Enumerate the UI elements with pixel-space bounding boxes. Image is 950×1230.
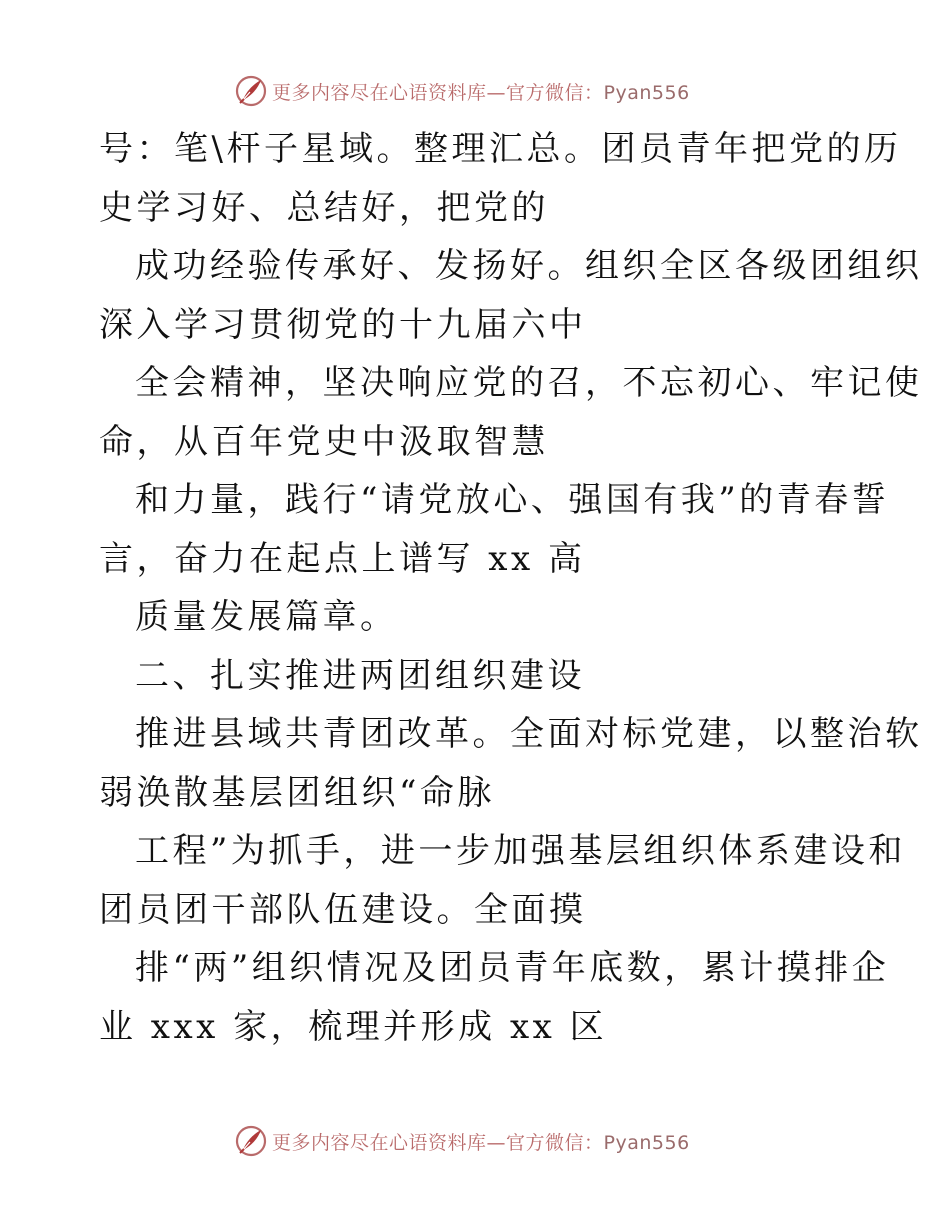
section-heading: 二、扎实推进两团组织建设 xyxy=(135,655,585,696)
header-watermark xyxy=(234,74,690,108)
text-line: 推进县域共青团改革。全面对标党建，以整治软 xyxy=(135,714,923,754)
text-line: 史学习好、总结好，把党的 xyxy=(99,187,549,228)
watermark-text: 更多内容尽在心语资料库—官方微信：Pyan556 xyxy=(272,1131,690,1154)
text-line: 排“两”组织情况及团员青年底数，累计摸排企 xyxy=(135,948,890,988)
text-line: 团员团干部队伍建设。全面摸 xyxy=(99,889,587,930)
watermark-text: 更多内容尽在心语资料库—官方微信：Pyan556 xyxy=(272,81,690,104)
text-line: 号：笔\杆子星域。整理汇总。团员青年把党的历 xyxy=(99,129,902,169)
text-line: 质量发展篇章。 xyxy=(135,597,398,637)
text-line: 全会精神，坚决响应党的召，不忘初心、牢记使 xyxy=(135,363,923,403)
text-line: 成功经验传承好、发扬好。组织全区各级团组织 xyxy=(135,246,923,286)
text-line: 深入学习贯彻党的十九届六中 xyxy=(99,304,587,345)
text-line: 和力量，践行“请党放心、强国有我”的青春誓 xyxy=(135,480,890,520)
text-line: 弱涣散基层团组织“命脉 xyxy=(99,772,495,813)
text-line: 工程”为抓手，进一步加强基层组织体系建设和 xyxy=(135,831,906,871)
feather-pen-logo-icon xyxy=(234,1124,268,1158)
text-line: 业 xxx 家，梳理并形成 xx 区 xyxy=(99,1006,608,1047)
document-body xyxy=(99,120,923,1056)
text-line: 命，从百年党史中汲取智慧 xyxy=(99,421,549,462)
feather-pen-logo-icon xyxy=(234,74,268,108)
text-line: 言，奋力在起点上谱写 xx 高 xyxy=(99,538,586,579)
footer-watermark xyxy=(234,1124,690,1158)
